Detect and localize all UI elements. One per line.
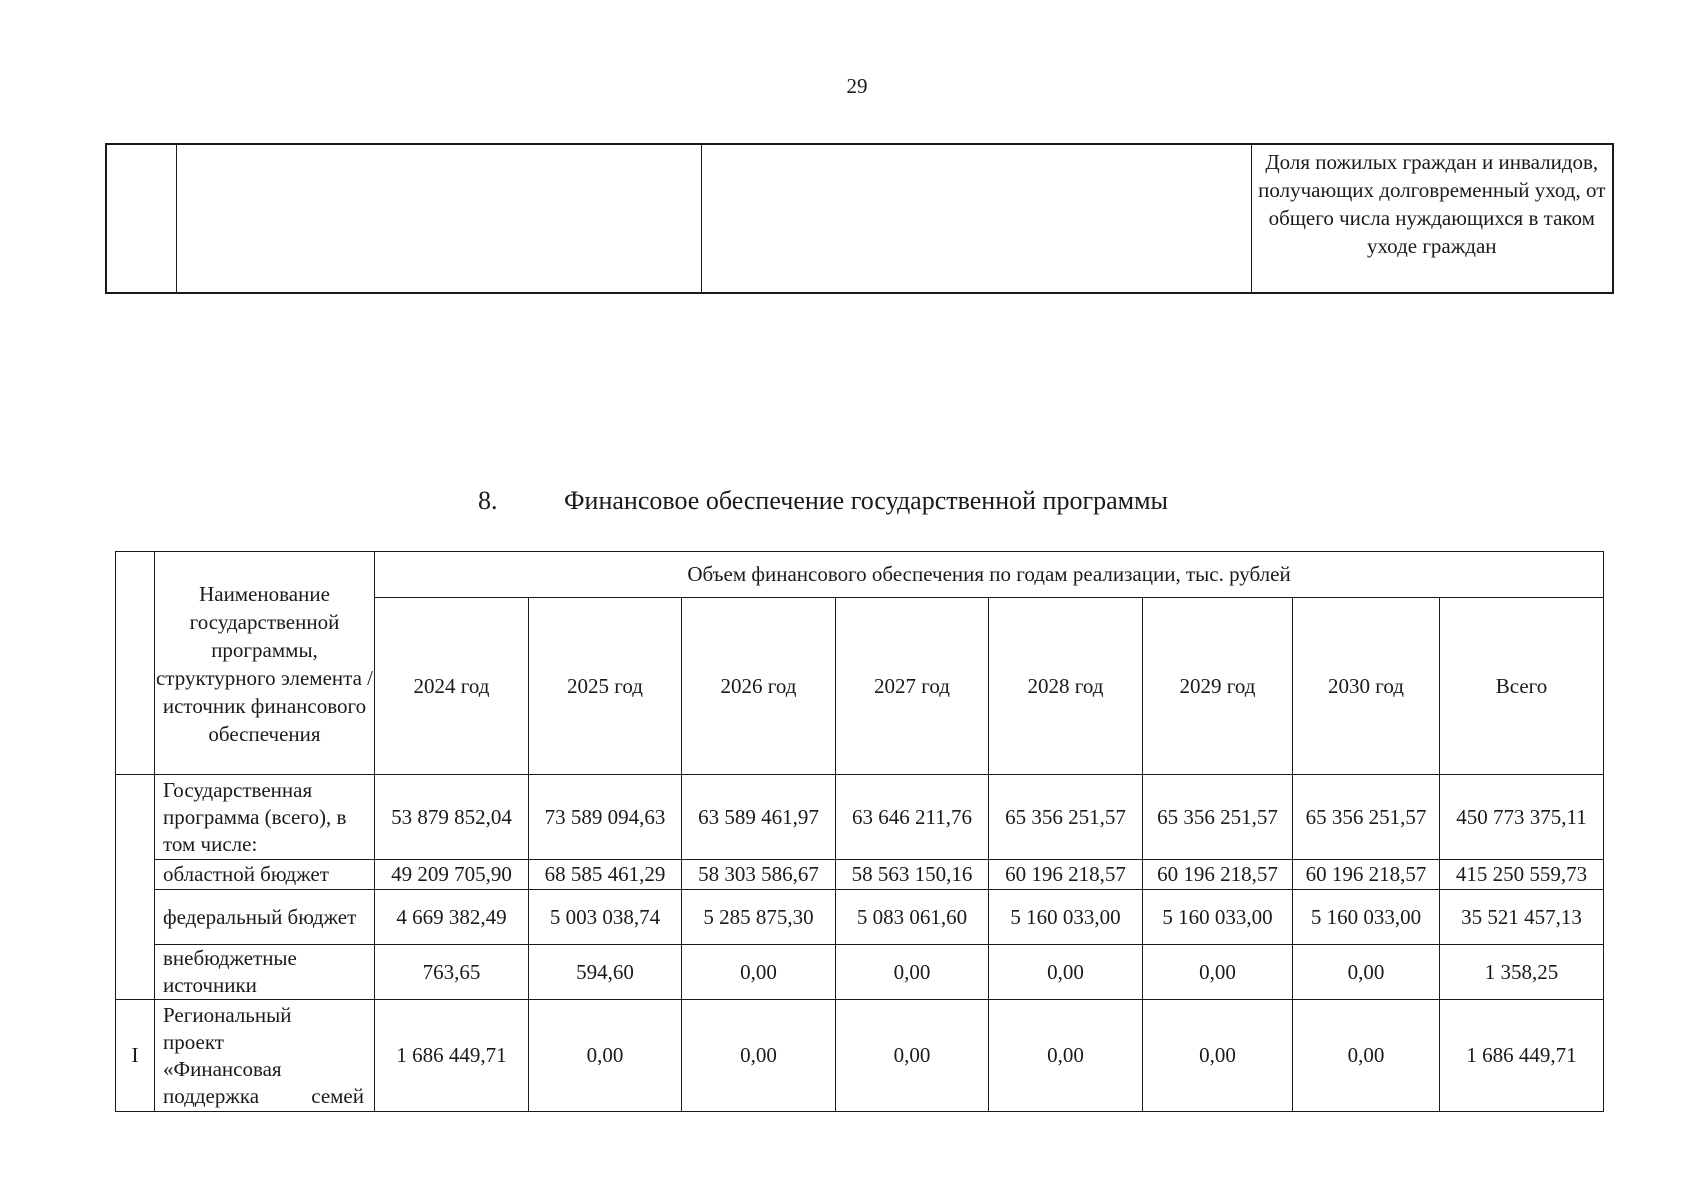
value-cell: 0,00 [836,1000,989,1112]
value-cell: 65 356 251,57 [1293,775,1440,860]
value-cell: 58 303 586,67 [682,860,836,890]
value-cell: 65 356 251,57 [989,775,1143,860]
value-cell: 763,65 [375,945,529,1000]
table-row [106,144,1613,293]
header-year: 2026 год [682,598,836,775]
value-cell: 0,00 [682,945,836,1000]
value-cell: 0,00 [1143,945,1293,1000]
total-cell: 1 358,25 [1440,945,1604,1000]
header-total: Всего [1440,598,1604,775]
row-name-word: поддержка [163,1083,260,1108]
section-title: Финансовое обеспечение государственной программы [564,486,1169,515]
value-cell: 60 196 218,57 [989,860,1143,890]
row-name [155,1000,375,1112]
total-cell: 450 773 375,11 [1440,775,1604,860]
value-cell: 5 160 033,00 [1143,890,1293,945]
value-cell: 0,00 [989,945,1143,1000]
table-row [116,1000,1604,1112]
row-index-cell [116,775,155,1000]
total-cell: 1 686 449,71 [1440,1000,1604,1112]
value-cell: 60 196 218,57 [1293,860,1440,890]
value-cell: 63 646 211,76 [836,775,989,860]
row-name: внебюджетные источники [155,945,375,1000]
row-name-line: проект [163,1029,224,1054]
header-year: 2025 год [529,598,682,775]
table-row [116,860,1604,890]
value-cell: 73 589 094,63 [529,775,682,860]
value-cell: 60 196 218,57 [1143,860,1293,890]
row-index-cell: I [116,1000,155,1112]
header-year: 2028 год [989,598,1143,775]
header-name-cell: Наименование государственной программы, структурного элемента / источник финансового обеспечения [155,552,375,775]
header-year: 2029 год [1143,598,1293,775]
row-name: областной бюджет [155,860,375,890]
value-cell: 5 160 033,00 [1293,890,1440,945]
value-cell: 0,00 [682,1000,836,1112]
finance-table [115,551,1604,1112]
value-cell: 0,00 [1293,1000,1440,1112]
value-cell: 0,00 [529,1000,682,1112]
value-cell: 0,00 [1143,1000,1293,1112]
value-cell: 1 686 449,71 [375,1000,529,1112]
indicators-table-continuation [105,143,1614,294]
page-number: 29 [846,74,868,98]
row-name: федеральный бюджет [155,890,375,945]
row-name-line: Региональный [163,1002,292,1027]
row-name: Государственная программа (всего), в том числе: [155,775,375,860]
value-cell: 5 083 061,60 [836,890,989,945]
table-row [116,890,1604,945]
table-cell [176,144,701,293]
total-cell: 35 521 457,13 [1440,890,1604,945]
value-cell: 58 563 150,16 [836,860,989,890]
header-index-cell [116,552,155,775]
table-cell [106,144,176,293]
header-year: 2030 год [1293,598,1440,775]
value-cell: 49 209 705,90 [375,860,529,890]
value-cell: 594,60 [529,945,682,1000]
table-row [116,945,1604,1000]
value-cell: 5 160 033,00 [989,890,1143,945]
row-name-word: семей [311,1083,364,1108]
header-year: 2027 год [836,598,989,775]
section-number: 8. [478,486,498,515]
value-cell: 65 356 251,57 [1143,775,1293,860]
value-cell: 0,00 [836,945,989,1000]
value-cell: 4 669 382,49 [375,890,529,945]
header-volume-cell: Объем финансового обеспечения по годам реализации, тыс. рублей [375,552,1604,598]
value-cell: 63 589 461,97 [682,775,836,860]
value-cell: 0,00 [989,1000,1143,1112]
row-name-line: «Финансовая [163,1056,282,1081]
table-cell [701,144,1251,293]
indicator-cell: Доля пожилых граждан и инвалидов, получающих долговременный уход, от общего числа нуждающихся в таком уходе граждан [1251,144,1613,293]
value-cell: 5 285 875,30 [682,890,836,945]
header-year: 2024 год [375,598,529,775]
row-name-line [163,1083,374,1110]
table-row [116,775,1604,860]
value-cell: 5 003 038,74 [529,890,682,945]
value-cell: 53 879 852,04 [375,775,529,860]
value-cell: 0,00 [1293,945,1440,1000]
section-heading [478,486,1168,516]
total-cell: 415 250 559,73 [1440,860,1604,890]
value-cell: 68 585 461,29 [529,860,682,890]
